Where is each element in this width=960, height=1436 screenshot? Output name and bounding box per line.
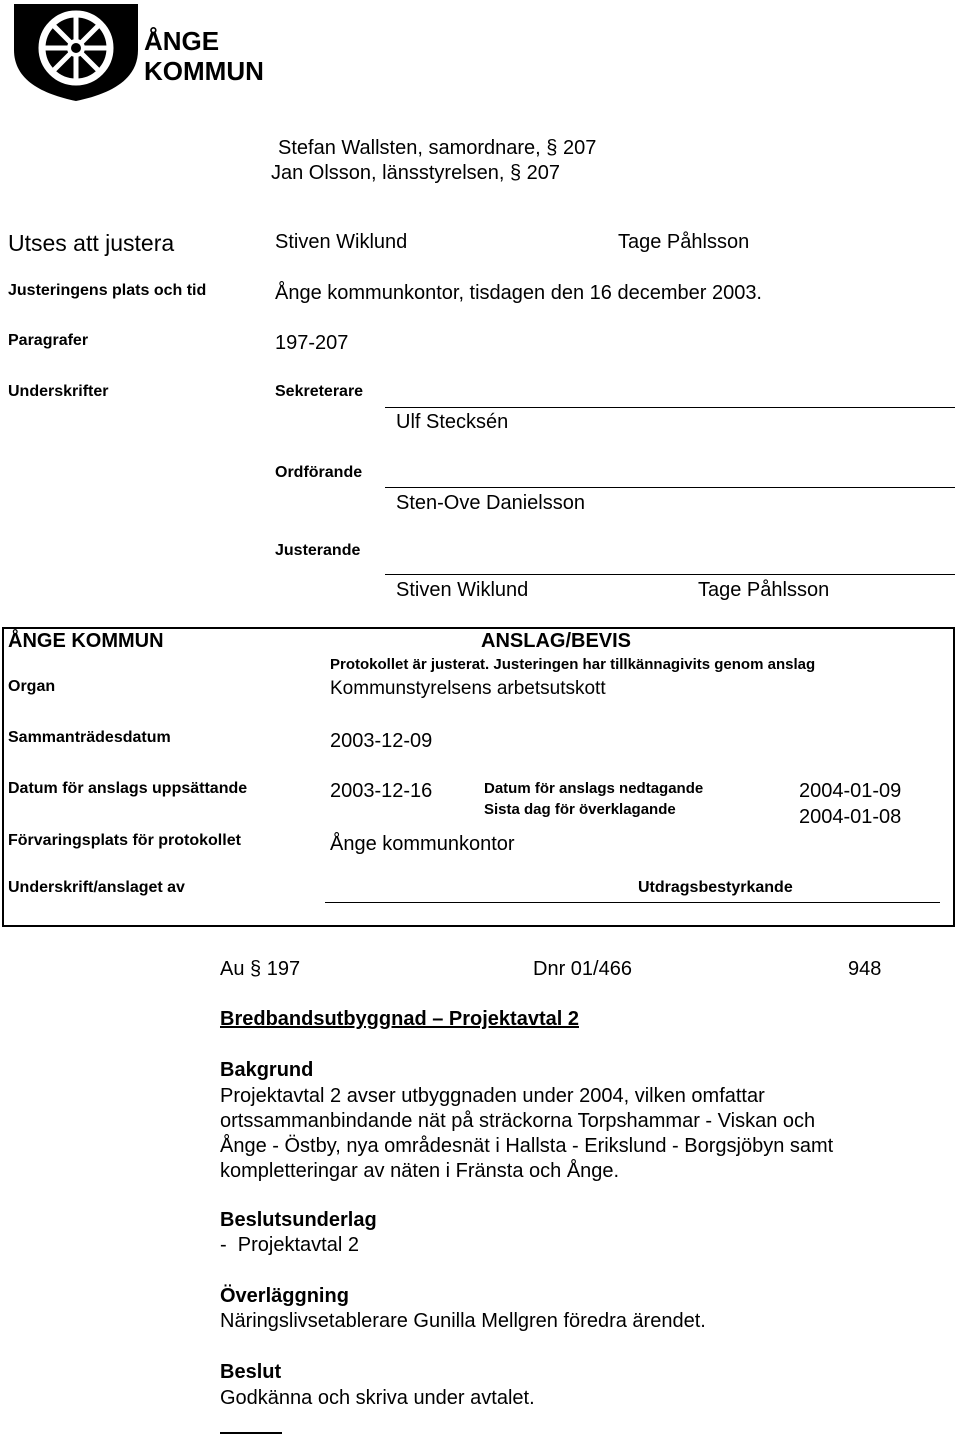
paragrafer-value: 197-207: [275, 332, 349, 354]
beslut-heading: Beslut: [220, 1361, 282, 1383]
forvaring-label: Förvaringsplats för protokollet: [8, 832, 241, 849]
underskrift-label: Underskrift/anslaget av: [8, 879, 185, 896]
justerande-label: Justerande: [275, 542, 361, 559]
nedtagande-label: Datum för anslags nedtagande: [484, 780, 704, 797]
sammantrades-value: 2003-12-09: [330, 730, 433, 752]
logo-text-line1: ÅNGE: [144, 26, 220, 56]
justerande-name-2: Tage Påhlsson: [698, 579, 830, 601]
logo: [10, 2, 264, 102]
uppsattande-value: 2003-12-16: [330, 780, 433, 802]
bakgrund-line: kompletteringar av näten i Fränsta och Ånge.: [220, 1160, 620, 1182]
nedtagande-value: 2004-01-09: [799, 780, 902, 802]
signature-line: [385, 574, 955, 575]
beslutsunderlag-heading: Beslutsunderlag: [220, 1209, 377, 1231]
arende-rubrik: Bredbandsutbyggnad – Projektavtal 2: [220, 1008, 579, 1030]
uppsattande-label: Datum för anslags uppsättande: [8, 780, 248, 797]
anslag-statement: Protokollet är justerat. Justeringen har tillkännagivits genom anslag: [330, 656, 816, 673]
logo-text-line2: KOMMUN: [144, 56, 264, 86]
overlaggning-text: Näringslivsetablerare Gunilla Mellgren föredra ärendet.: [220, 1310, 706, 1332]
bakgrund-text: [220, 1084, 833, 1184]
diarienummer: Dnr 01/466: [533, 958, 632, 980]
attendee-line: Jan Olsson, länsstyrelsen, § 207: [271, 162, 561, 184]
signature-line: [325, 902, 940, 903]
ordforande-label: Ordförande: [275, 464, 363, 481]
arende-nummer: 948: [848, 958, 882, 980]
overlaggning-heading: Överläggning: [220, 1285, 349, 1307]
bakgrund-line: ortssammanbindande nät på sträckorna Torpshammar - Viskan och: [220, 1110, 816, 1132]
organ-value: Kommunstyrelsens arbetsutskott: [330, 678, 606, 699]
paragraph-number: Au § 197: [220, 958, 301, 980]
sammantrades-label: Sammanträdesdatum: [8, 729, 171, 746]
sekreterare-label: Sekreterare: [275, 383, 364, 400]
justerande-name-1: Stiven Wiklund: [396, 579, 529, 601]
overklagande-value: 2004-01-08: [799, 806, 902, 828]
overklagande-label: Sista dag för överklagande: [484, 801, 676, 818]
plats-value: Ånge kommunkontor, tisdagen den 16 december 2003.: [275, 282, 762, 304]
closing-rule: [220, 1432, 282, 1434]
paragrafer-label: Paragrafer: [8, 332, 89, 349]
attendee-line: Stefan Wallsten, samordnare, § 207: [278, 137, 597, 159]
utses-label: Utses att justera: [8, 230, 175, 256]
justerare-1: Stiven Wiklund: [275, 231, 408, 253]
utdrag-label: Utdragsbestyrkande: [638, 879, 793, 896]
justerare-2: Tage Påhlsson: [618, 231, 750, 253]
anslag-org-name: ÅNGE KOMMUN: [8, 630, 164, 652]
bakgrund-line: Projektavtal 2 avser utbyggnaden under 2004, vilken omfattar: [220, 1085, 765, 1107]
bakgrund-heading: Bakgrund: [220, 1059, 314, 1081]
anslag-title: ANSLAG/BEVIS: [481, 630, 632, 652]
ordforande-name: Sten-Ove Danielsson: [396, 492, 585, 514]
signature-line: [385, 487, 955, 488]
underskrifter-label: Underskrifter: [8, 383, 109, 400]
wheel-shield-icon: [10, 2, 142, 102]
sekreterare-name: Ulf Stecksén: [396, 411, 509, 433]
bakgrund-line: Ånge - Östby, nya områdesnät i Hallsta - Erikslund - Borgsjöbyn samt: [220, 1135, 834, 1157]
forvaring-value: Ånge kommunkontor: [330, 833, 515, 855]
beslutsunderlag-item: - Projektavtal 2: [220, 1234, 359, 1256]
beslut-text: Godkänna och skriva under avtalet.: [220, 1387, 535, 1409]
organ-label: Organ: [8, 678, 56, 695]
signature-line: [385, 407, 955, 408]
plats-label: Justeringens plats och tid: [8, 282, 207, 299]
